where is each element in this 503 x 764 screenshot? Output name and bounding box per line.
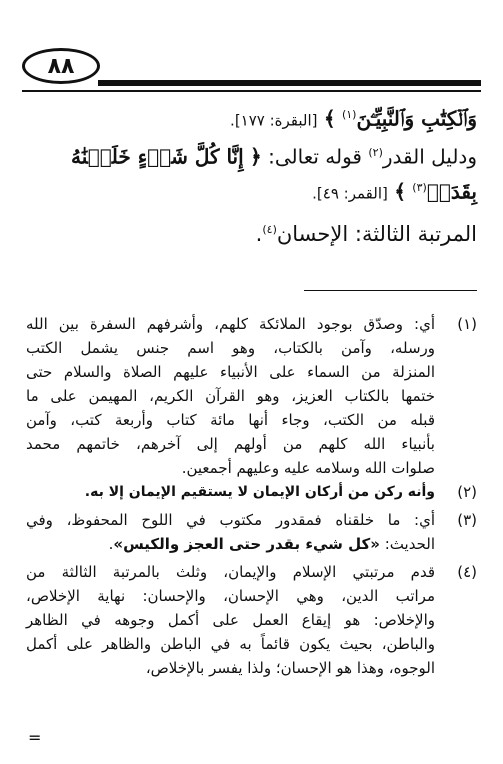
quran-verse: إِنَّا كُلَّ شَيۡءٍ خَلَقۡنَٰهُ bbox=[70, 144, 244, 169]
footnote-text bbox=[26, 560, 435, 680]
heading-text: المرتبة الثالثة: الإحسان bbox=[276, 221, 477, 246]
footnote-line: أي: وصدّق بوجود الملائكة كلهم، وأشرفهم السفرة بين الله bbox=[26, 315, 435, 333]
footnote-continuation-mark: = bbox=[28, 728, 42, 747]
quran-open-bracket: ﴿ bbox=[250, 144, 262, 169]
main-text bbox=[28, 100, 477, 251]
footnote-line: الوجوه، وهذا هو الإحسان؛ ولذا يفسر بالإخلاص، bbox=[145, 659, 435, 677]
footnote-separator bbox=[304, 290, 477, 291]
quran-reference: [القمر: ٤٩]. bbox=[312, 184, 388, 203]
footnote-line: والإخلاص: هو إيقاع العمل على أكمل وجوهه في الظاهر bbox=[26, 611, 435, 629]
footnote-line: قدم مرتبتي الإسلام والإيمان، وثلث بالمرتبة الثالثة من bbox=[26, 563, 435, 581]
header-rule-thick bbox=[98, 80, 481, 86]
main-text-segment: قوله تعالى: bbox=[268, 144, 362, 169]
heading-period: . bbox=[255, 221, 263, 246]
footnote-line: أي: ما خلقناه فمقدور مكتوب في اللوح المحفوظ، وفي bbox=[26, 511, 435, 529]
footnote-item bbox=[26, 480, 477, 504]
section-heading bbox=[28, 215, 477, 249]
footnote-number: (٤) bbox=[457, 563, 477, 581]
footnote-line: وأنه ركن من أركان الإيمان لا يستقيم الإيمان إلا به. bbox=[84, 484, 435, 500]
main-line-2 bbox=[28, 138, 477, 172]
footnote-line: والباطن، بحيث يكون قائماً به في الباطن والظاهر على أكمل bbox=[26, 635, 435, 653]
footnote-number: (٢) bbox=[457, 483, 477, 501]
footnote-item bbox=[26, 560, 477, 680]
page-number: ٨٨ bbox=[47, 53, 75, 79]
main-line-3 bbox=[28, 173, 477, 209]
footnote-marker: (١) bbox=[341, 108, 357, 121]
main-text-segment: ودليل القدر bbox=[382, 144, 477, 169]
footnote-line: صلوات الله وسلامه عليه وعليهم أجمعين. bbox=[181, 459, 435, 477]
quran-verse: وَٱلۡكِتَٰبِ وَٱلنَّبِيِّـۧنَ bbox=[356, 106, 477, 131]
footnote-line: المنزلة من السماء على الأنبياء عليهم الصلاة والسلام حتى bbox=[26, 363, 435, 381]
quran-close-bracket: ﴾ bbox=[323, 106, 336, 131]
quran-close-bracket: ﴾ bbox=[394, 179, 406, 204]
footnote-marker: (٢) bbox=[368, 145, 383, 159]
main-line-1 bbox=[28, 100, 477, 136]
quran-reference: [البقرة: ١٧٧]. bbox=[230, 111, 318, 130]
footnote-text bbox=[26, 312, 435, 480]
quran-verse: بِقَدَرٖ bbox=[426, 179, 477, 204]
header-rule-thin bbox=[22, 90, 481, 92]
hadith-label: الحديث: bbox=[384, 535, 435, 553]
footnote-number: (١) bbox=[457, 315, 477, 333]
footnote-number: (٣) bbox=[457, 511, 477, 529]
footnote-line: ختمها بالكتاب العزيز، وهو القرآن الكريم، المهيمن على ما bbox=[26, 387, 435, 405]
hadith-quote: «كل شيء بقدر حتى العجز والكيس» bbox=[113, 535, 380, 553]
footnote-line: بأنبياء الله كلهم من أولهم إلى آخرهم، خاتمهم محمد bbox=[26, 435, 435, 453]
footnote-item bbox=[26, 312, 477, 480]
footnote-item bbox=[26, 508, 477, 556]
page-number-badge bbox=[22, 48, 100, 84]
footnote-line bbox=[26, 532, 435, 556]
footnote-text bbox=[26, 480, 435, 504]
footnote-line: ورسله، وآمن بالكتاب، وهو اسم جنس يشمل الكتب bbox=[26, 339, 435, 357]
footnote-line: قبله من الكتب، وجاء أنها مائة كتاب وأربعة كتب، وآمن bbox=[26, 411, 435, 429]
footnotes bbox=[26, 312, 477, 680]
hadith-period: . bbox=[108, 535, 114, 553]
footnote-marker: (٣) bbox=[412, 181, 427, 195]
footnote-line: مراتب الدين، وهي الإحسان، والإحسان: نهاية الإخلاص، bbox=[26, 587, 435, 605]
footnote-marker: (٤) bbox=[262, 222, 277, 236]
footnote-text bbox=[26, 508, 435, 556]
